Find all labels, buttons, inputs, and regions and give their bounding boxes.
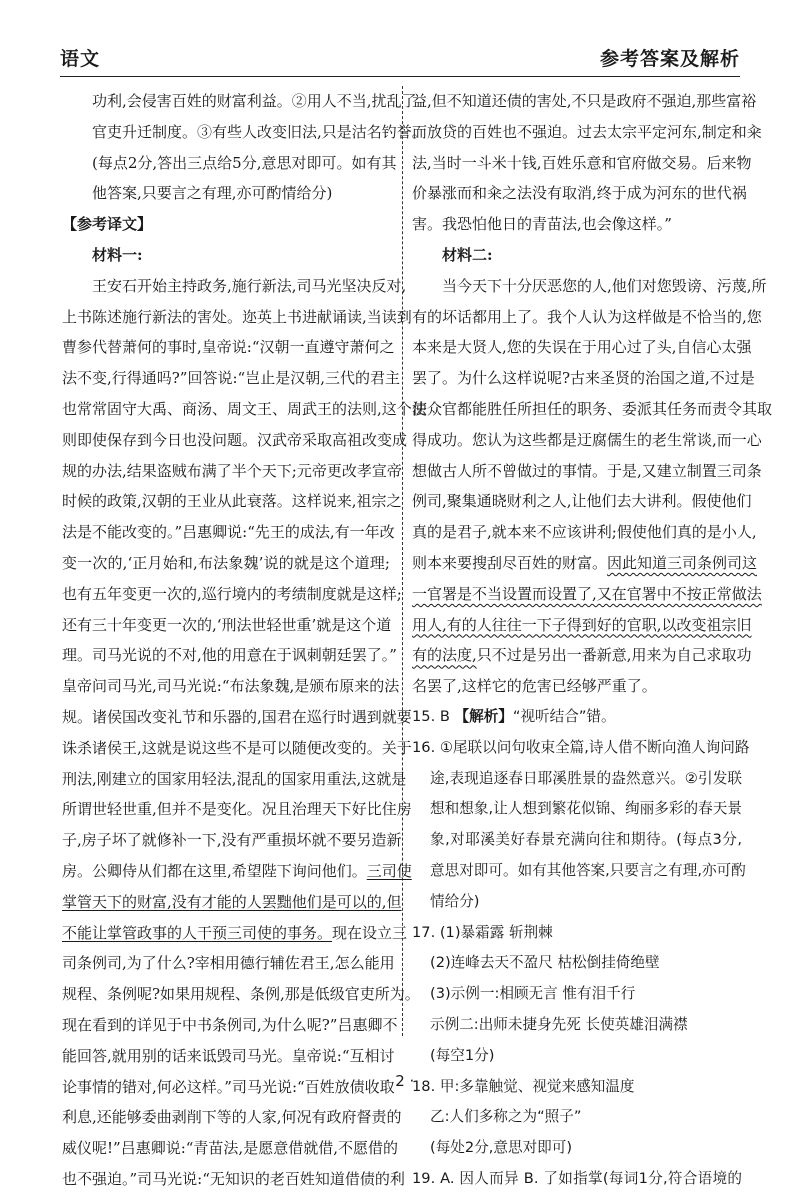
text-line: 想和想象,让人想到繁花似锦、绚丽多彩的春天景	[430, 800, 742, 818]
text-line: 想做古人所不曾做过的事情。于是,又建立制置三司条	[412, 461, 762, 480]
text-line: 也不强迫。”司马光说:“无知识的老百姓知道借债的利	[62, 1169, 405, 1188]
text-line: 价暴涨而和籴之法没有取消,终于成为河东的世代祸	[412, 184, 747, 203]
text-line: 当今天下十分厌恶您的人,他们对您毁谤、污蔑,所	[442, 276, 767, 295]
text-line: 象,对耶溪美好春景充满向往和期待。(每点3分,	[430, 831, 742, 849]
wavy-underlined-text: 用人,有的人往往一下子得到好的官职,以改变祖宗旧	[412, 615, 752, 634]
item-text: “视听结合”错。	[512, 707, 616, 725]
text-fragment: 现在设立三	[332, 923, 408, 942]
text-line: 本来是大贤人,您的失误在于用心过了头,自信心太强	[412, 338, 752, 357]
text-line: 威仪呢!”吕惠卿说:“青苗法,是愿意借就借,不愿借的	[62, 1139, 398, 1158]
header-rule	[60, 76, 740, 77]
text-line: 规的办法,结果盗贼布满了半个天下;元帝更改孝宣帝	[62, 461, 402, 480]
text-line: 名罢了,这样它的危害已经够严重了。	[412, 677, 657, 696]
text-line: 还有三十年变更一次的,‘刑法世轻世重’就是这个道	[62, 615, 392, 634]
underlined-text: 三司使	[366, 861, 412, 880]
item-number: 15. B	[412, 707, 450, 725]
text-line: 功利,会侵害百姓的财富利益。②用人不当,扰乱了	[92, 92, 417, 110]
text-line: 法是不能改变的。”吕惠卿说:“先王的成法,有一年改	[62, 523, 395, 542]
analysis-tag: 【解析】	[454, 707, 513, 725]
text-line: 变一次的,‘正月始和,布法象魏’说的就是这个道理;	[62, 553, 390, 572]
text-line: 有的坏话都用上了。我个人认为这样做是不恰当的,您	[412, 307, 762, 326]
text-line: 法不变,行得通吗?”回答说:“岂止是汉朝,三代的君主	[62, 369, 400, 388]
answer-item-16: 16. ①尾联以问句收束全篇,诗人借不断向渔人询问路	[412, 738, 750, 756]
text-line: 法,当时一斗米十钱,百姓乐意和官府做交易。后来物	[412, 153, 752, 172]
text-line: 害。我恐怕他日的青苗法,也会像这样。”	[412, 215, 672, 234]
text-line: 曹参代替萧何的事时,皇帝说:“汉朝一直遵守萧何之	[62, 338, 395, 357]
reference-translation-heading: 【参考译文】	[62, 215, 153, 234]
text-line: (每点2分,答出三点给5分,意思对即可。如有其	[92, 153, 397, 172]
text-line: 也常常固守大禹、商汤、周文王、周武王的法则,这个法	[62, 399, 427, 418]
text-line: 乙:人们多称之为“照子”	[430, 1108, 582, 1126]
text-line: 也有五年变更一次的,巡行境内的考绩制度就是这样;	[62, 584, 402, 603]
text-line: 途,表现追逐春日耶溪胜景的盎然意兴。②引发联	[430, 769, 742, 787]
text-fragment: 房。公卿侍从们都在这里,希望陛下询问他们。	[62, 861, 367, 880]
text-line: 诛杀诸侯王,这就是说这些不是可以随便改变的。关于	[62, 738, 412, 757]
text-line: 意思对即可。如有其他答案,只要言之有理,亦可酌	[430, 861, 746, 879]
text-line: 而放贷的百姓也不强迫。过去太宗平定河东,制定和籴	[412, 122, 762, 141]
text-line: 司条例司,为了什么?宰相用德行辅佐君王,怎么能用	[62, 954, 395, 973]
subject-title: 语文	[60, 48, 101, 70]
text-line: 官吏升迁制度。③有些人改变旧法,只是沽名钓誉。	[92, 122, 427, 141]
page-number: · 2 ·	[385, 1072, 415, 1090]
column-divider	[402, 86, 403, 1036]
material-two-title: 材料二:	[442, 245, 493, 264]
text-line: 皇帝问司马光,司马光说:“布法象魏,是颁布原来的法	[62, 677, 400, 696]
text-line: 则即使保存到今日也没问题。汉武帝采取高祖改变成	[62, 430, 408, 449]
text-line: 能回答,就用别的话来诋毁司马光。皇帝说:“互相讨	[62, 1046, 395, 1065]
text-line	[62, 918, 408, 949]
text-line: (每空1分)	[430, 1046, 495, 1064]
text-line: 罢了。为什么这样说呢?古来圣贤的治国之道,不过是	[412, 369, 755, 388]
answer-item-17: 17. (1)暴霜露 斩荆棘	[412, 923, 553, 941]
text-fragment: 则本来要搜刮尽百姓的财富。	[412, 553, 608, 572]
text-line: 时候的政策,汉朝的王业从此衰落。这样说来,祖宗之	[62, 492, 402, 511]
text-line: (3)示例一:相顾无言 惟有泪千行	[430, 985, 636, 1003]
wavy-underlined-text: 有的法度,	[412, 646, 477, 665]
text-line	[412, 548, 758, 579]
text-line: 所谓世轻世重,但并不是变化。况且治理天下好比住房	[62, 800, 412, 819]
answer-item-15	[412, 702, 742, 733]
text-line: 上书陈述施行新法的害处。迩英上书进献诵读,当读到	[62, 307, 412, 326]
section-title: 参考答案及解析	[599, 48, 740, 70]
text-line: (每处2分,意思对即可)	[430, 1139, 573, 1157]
underlined-text: 不能让掌管政事的人干预三司使的事务。	[62, 923, 333, 942]
answer-item-18: 18. 甲:多靠触觉、视觉来感知温度	[412, 1077, 635, 1095]
text-line: 益,但不知道还债的害处,不只是政府不强迫,那些富裕	[412, 92, 757, 110]
material-one-title: 材料一:	[92, 245, 143, 264]
page-header	[60, 42, 740, 74]
wavy-underlined-text: 一官署是不当设置而设置了,又在官署中不按正常做法	[412, 584, 762, 603]
text-line: 理。司马光说的不对,他的用意在于讽刺朝廷罢了。”	[62, 646, 397, 665]
text-fragment: 只不过是另出一番新意,用来为自己求取功	[476, 646, 752, 665]
text-line: 刑法,刚建立的国家用轻法,混乱的国家用重法,这就是	[62, 769, 407, 788]
text-line: 得成功。您认为这些都是迂腐儒生的老生常谈,而一心	[412, 430, 762, 449]
text-line	[412, 640, 752, 671]
right-column	[412, 86, 773, 1195]
text-line: 真的是君子,就本来不应该讲利;假使他们真的是小人,	[412, 523, 757, 542]
text-line: 示例二:出师未捷身先死 长使英雄泪满襟	[430, 1015, 688, 1033]
text-line: 现在看到的详见于中书条例司,为什么呢?”吕惠卿不	[62, 1015, 398, 1034]
answer-item-19: 19. A. 因人而异 B. 了如指掌(每词1分,符合语境的	[412, 1169, 742, 1187]
left-column	[62, 86, 427, 1195]
text-line: 例司,聚集通晓财利之人,让他们去大讲利。假使他们	[412, 492, 752, 511]
text-line: 使众官都能胜任所担任的职务、委派其任务而责令其取	[412, 399, 773, 418]
text-line: 子,房子坏了就修补一下,没有严重损坏就不要另造新	[62, 831, 402, 850]
text-line: 规程、条例呢?如果用规程、条例,那是低级官吏所为。	[62, 985, 420, 1004]
underlined-text: 掌管天下的财富,没有才能的人罢黜他们是可以的,但	[62, 892, 402, 911]
text-line: 利息,还能够委曲剥削下等的人家,何况有政府督责的	[62, 1108, 402, 1127]
text-line: 他答案,只要言之有理,亦可酌情给分)	[92, 184, 333, 203]
text-line: 论事情的错对,何必这样。”司马光说:“百姓放债收取	[62, 1077, 395, 1096]
text-line: (2)连峰去天不盈尺 枯松倒挂倚绝壁	[430, 954, 660, 972]
wavy-underlined-text: 因此知道三司条例司这	[607, 553, 758, 572]
text-line: 王安石开始主持政务,施行新法,司马光坚决反对,	[92, 276, 407, 295]
text-line: 情给分)	[430, 892, 480, 910]
text-line	[62, 856, 412, 887]
text-line: 规。诸侯国改变礼节和乐器的,国君在巡行时遇到就要	[62, 707, 412, 726]
